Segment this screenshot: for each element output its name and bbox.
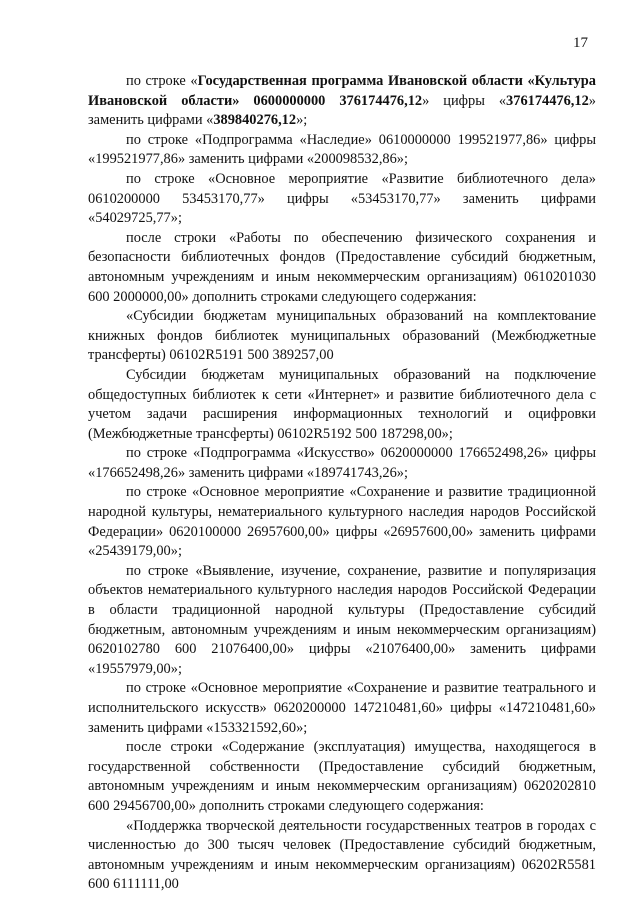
- text-run: по строке «Подпрограмма «Искусство» 0620000000 176652498,26» цифры «176652498,26» заменить цифрами «189741743,26»;: [88, 445, 596, 481]
- paragraph: [88, 229, 596, 307]
- text-run: после строки «Работы по обеспечению физического сохранения и безопасности библиотечных фондов (Предоставление субсидий бюджетным, автономным учреждениям и иным некоммерческим организациям) 0610201030 600 2000000,00» дополнить строками следующего содержания:: [88, 229, 596, 305]
- text-run: по строке «Подпрограмма «Наследие» 0610000000 199521977,86» цифры «199521977,86» заменить цифрами «200098532,86»;: [88, 131, 596, 168]
- paragraph: [88, 817, 596, 895]
- paragraph: [88, 72, 596, 131]
- paragraph: [88, 679, 596, 738]
- text-run: по строке «Основное мероприятие «Сохранение и развитие театрального и исполнительского искусств» 0620200000 147210481,60» цифры «147210481,60» заменить цифрами «153321592,60»;: [88, 680, 596, 736]
- text-run: » заменить цифрами «: [88, 92, 596, 129]
- paragraph: [88, 307, 596, 366]
- bold-text-run: 389840276,12: [213, 112, 297, 129]
- bold-text-run: Государственная программа Ивановской области «Культура Ивановской области» 0600000000 376174476,12: [88, 73, 596, 109]
- text-run: » цифры «: [422, 92, 507, 109]
- paragraph: [88, 483, 596, 561]
- document-body: [88, 72, 596, 895]
- bold-text-run: 376174476,12: [506, 92, 589, 109]
- text-run: «Поддержка творческой деятельности государственных театров в городах с численностью до 300 тысяч человек (Предоставление субсидий бюджетным, автономным учреждениям и иным некоммерческим организациям) 06202R5581 600 6111111,00: [88, 817, 596, 893]
- paragraph: [88, 366, 596, 444]
- paragraph: [88, 738, 596, 816]
- page-number: 17: [573, 35, 588, 51]
- text-run: Субсидии бюджетам муниципальных образований на подключение общедоступных библиотек к сети «Интернет» и развитие библиотечного дела с учетом задачи расширения информационных технологий и оцифровки (Межбюджетные трансферты) 06102R5192 500 187298,00»;: [88, 366, 596, 442]
- text-run: после строки «Содержание (эксплуатация) имущества, находящегося в государственной собственности (Предоставление субсидий бюджетным, автономным учреждениям и иным некоммерческим организациям) 0620202810 600 29456700,00» дополнить строками следующего содержания:: [88, 739, 596, 814]
- paragraph: [88, 562, 596, 680]
- text-run: по строке «Выявление, изучение, сохранение, развитие и популяризация объектов нематериального культурного наследия народов Российской Федерации в области традиционной народной культуры (Предоставление субсидий бюджетным, автономным учреждениям и иным некоммерческим организациям) 0620102780 600 21076400,00» цифры «21076400,00» заменить цифрами «19557979,00»;: [88, 562, 596, 677]
- paragraph: [88, 170, 596, 229]
- text-run: «Субсидии бюджетам муниципальных образований на комплектование книжных фондов библиотек муниципальных образований (Межбюджетные трансферты) 06102R5191 500 389257,00: [88, 308, 596, 364]
- paragraph: [88, 444, 596, 483]
- text-run: по строке «Основное мероприятие «Развитие библиотечного дела» 0610200000 53453170,77» цифры «53453170,77» заменить цифрами «54029725,77»;: [88, 170, 596, 227]
- text-run: по строке «: [126, 73, 198, 89]
- paragraph: [88, 131, 596, 170]
- text-run: по строке «Основное мероприятие «Сохранение и развитие традиционной народной культуры, нематериального культурного наследия народов Российской Федерации» 0620100000 26957600,00» цифры «26957600,00» заменить цифрами «25439179,00»;: [88, 484, 596, 560]
- text-run: »;: [296, 112, 308, 129]
